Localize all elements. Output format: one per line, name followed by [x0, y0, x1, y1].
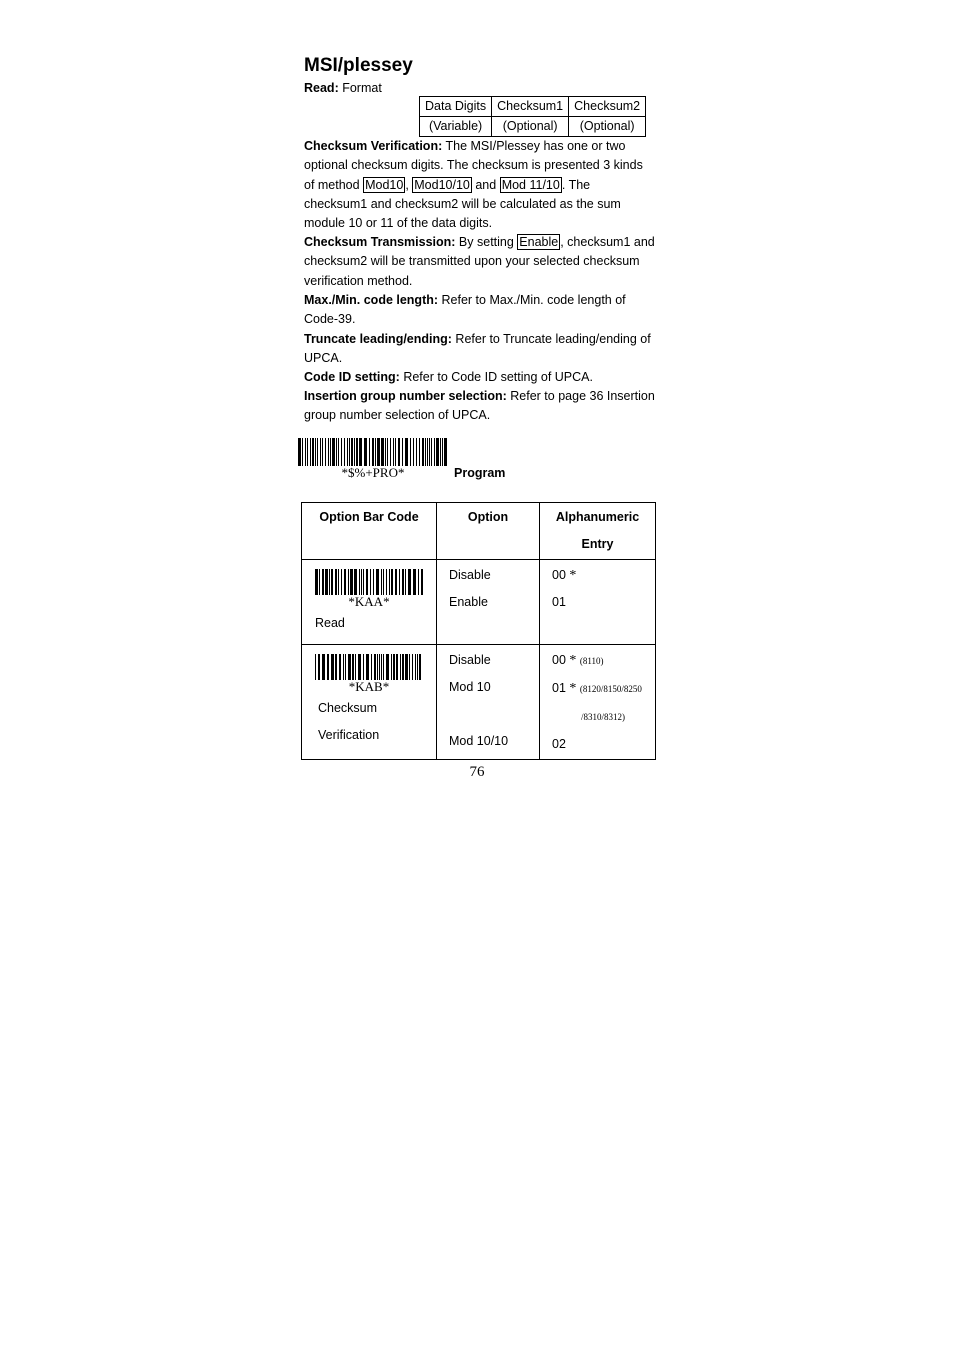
- checksum-name-line: Checksum: [318, 701, 378, 715]
- checksum-transmission-label: Checksum Transmission:: [304, 235, 456, 249]
- entry-line: [552, 647, 654, 675]
- format-cell: (Optional): [569, 117, 646, 137]
- option-cell: [437, 645, 540, 760]
- read-barcode[interactable]: [303, 561, 435, 609]
- option-enable: Enable: [449, 595, 488, 609]
- format-cell: (Variable): [420, 117, 492, 137]
- header-entry-line: Entry: [581, 537, 614, 551]
- entry-code: 00: [552, 653, 566, 667]
- model-note: (8120/8150/8250: [579, 684, 642, 694]
- insertion-paragraph: [304, 387, 656, 426]
- mod1010-option: Mod10/10: [414, 177, 470, 192]
- insertion-label: Insertion group number selection:: [304, 389, 507, 403]
- read-text: Format: [338, 81, 382, 95]
- page-title: MSI/plessey: [304, 55, 413, 76]
- code-id-paragraph: [304, 368, 656, 387]
- model-note: (8110): [579, 656, 604, 666]
- header-option: Option: [437, 503, 540, 560]
- separator-text: and: [471, 177, 500, 192]
- checksum-verification-paragraph: [304, 137, 656, 233]
- code-id-label: Code ID setting:: [304, 370, 400, 384]
- checksum-transmission-text: By setting: [455, 235, 518, 249]
- option-disable: Disable: [449, 568, 491, 582]
- checksum-transmission-paragraph: [304, 233, 656, 291]
- mod10-option: Mod10: [365, 177, 404, 192]
- option-mod1010: Mod 10/10: [449, 734, 509, 748]
- program-barcode[interactable]: [298, 438, 448, 480]
- insertion-text: Refer to page 36 Insertion group number selection of UPCA.: [304, 389, 655, 423]
- enable-option: Enable: [519, 235, 559, 249]
- page-number: 76: [469, 764, 485, 780]
- entry-line: [552, 675, 654, 703]
- default-star: *: [569, 568, 577, 583]
- truncate-label: Truncate leading/ending:: [304, 332, 452, 346]
- format-row: [420, 97, 646, 117]
- table-row: [302, 560, 656, 645]
- program-barcode-text: *$%+PRO*: [341, 465, 405, 480]
- format-table: [419, 96, 646, 137]
- header-alphanumeric-line: Alphanumeric: [555, 510, 640, 524]
- read-barcode-text: *KAA*: [348, 594, 390, 609]
- checksum-verification-text: . The checksum1 and checksum2 will be calculated as the sum module 10 or 11 of the data digits.: [304, 177, 621, 231]
- entry-code: 00: [552, 568, 566, 582]
- code-id-text: Refer to Code ID setting of UPCA.: [399, 370, 593, 384]
- separator-text: ,: [405, 177, 413, 192]
- entry-code: 01: [552, 595, 566, 609]
- format-cell: (Optional): [492, 117, 569, 137]
- format-cell: Checksum1: [492, 97, 569, 117]
- max-min-text: Refer to Max./Min. code length of Code-39.: [304, 293, 626, 327]
- checksum-transmission-text: , checksum1 and checksum2 will be transmitted upon your selected checksum verification method.: [304, 235, 655, 288]
- barcode-cell: [302, 645, 437, 760]
- checksum-verification-label: Checksum Verification:: [304, 139, 443, 153]
- model-note: /8310/8312): [581, 712, 625, 722]
- checksum-barcode-bars: [315, 654, 423, 680]
- default-star: *: [569, 653, 577, 668]
- header-option-bar-code: Option Bar Code: [302, 503, 437, 560]
- entry-line: [552, 731, 654, 758]
- option-table: [301, 502, 656, 760]
- program-barcode-bars: [298, 438, 448, 466]
- read-label: Read:: [304, 81, 339, 95]
- option-disable: Disable: [449, 653, 491, 667]
- option-mod10: Mod 10: [449, 680, 491, 694]
- checksum-barcode[interactable]: [303, 646, 435, 694]
- max-min-paragraph: [304, 291, 656, 330]
- entry-cell: [540, 645, 656, 760]
- entry-line: [552, 589, 654, 616]
- read-barcode-bars: [315, 569, 423, 595]
- program-label: Program: [454, 466, 506, 480]
- truncate-text: Refer to Truncate leading/ending of UPCA.: [304, 332, 651, 366]
- read-name: Read: [315, 616, 345, 630]
- option-cell: [437, 560, 540, 645]
- header-alphanumeric-entry: [540, 503, 656, 560]
- verification-name-line: Verification: [318, 728, 380, 742]
- entry-code: 01: [552, 681, 566, 695]
- format-row: [420, 117, 646, 137]
- entry-line: [552, 562, 654, 589]
- checksum-barcode-text: *KAB*: [348, 679, 390, 694]
- entry-code: 02: [552, 737, 566, 751]
- format-cell: Data Digits: [420, 97, 492, 117]
- barcode-cell: [302, 560, 437, 645]
- mod1110-option: Mod 11/10: [501, 177, 560, 192]
- entry-line: [552, 703, 654, 731]
- checksum-verification-text: The MSI/Plessey has one or two optional checksum digits. The checksum is presented 3 kinds of method: [304, 139, 643, 192]
- truncate-paragraph: [304, 330, 656, 369]
- table-row: [302, 645, 656, 760]
- format-cell: Checksum2: [569, 97, 646, 117]
- option-table-header: [302, 503, 656, 560]
- entry-cell: [540, 560, 656, 645]
- default-star: *: [569, 681, 577, 696]
- max-min-label: Max./Min. code length:: [304, 293, 439, 307]
